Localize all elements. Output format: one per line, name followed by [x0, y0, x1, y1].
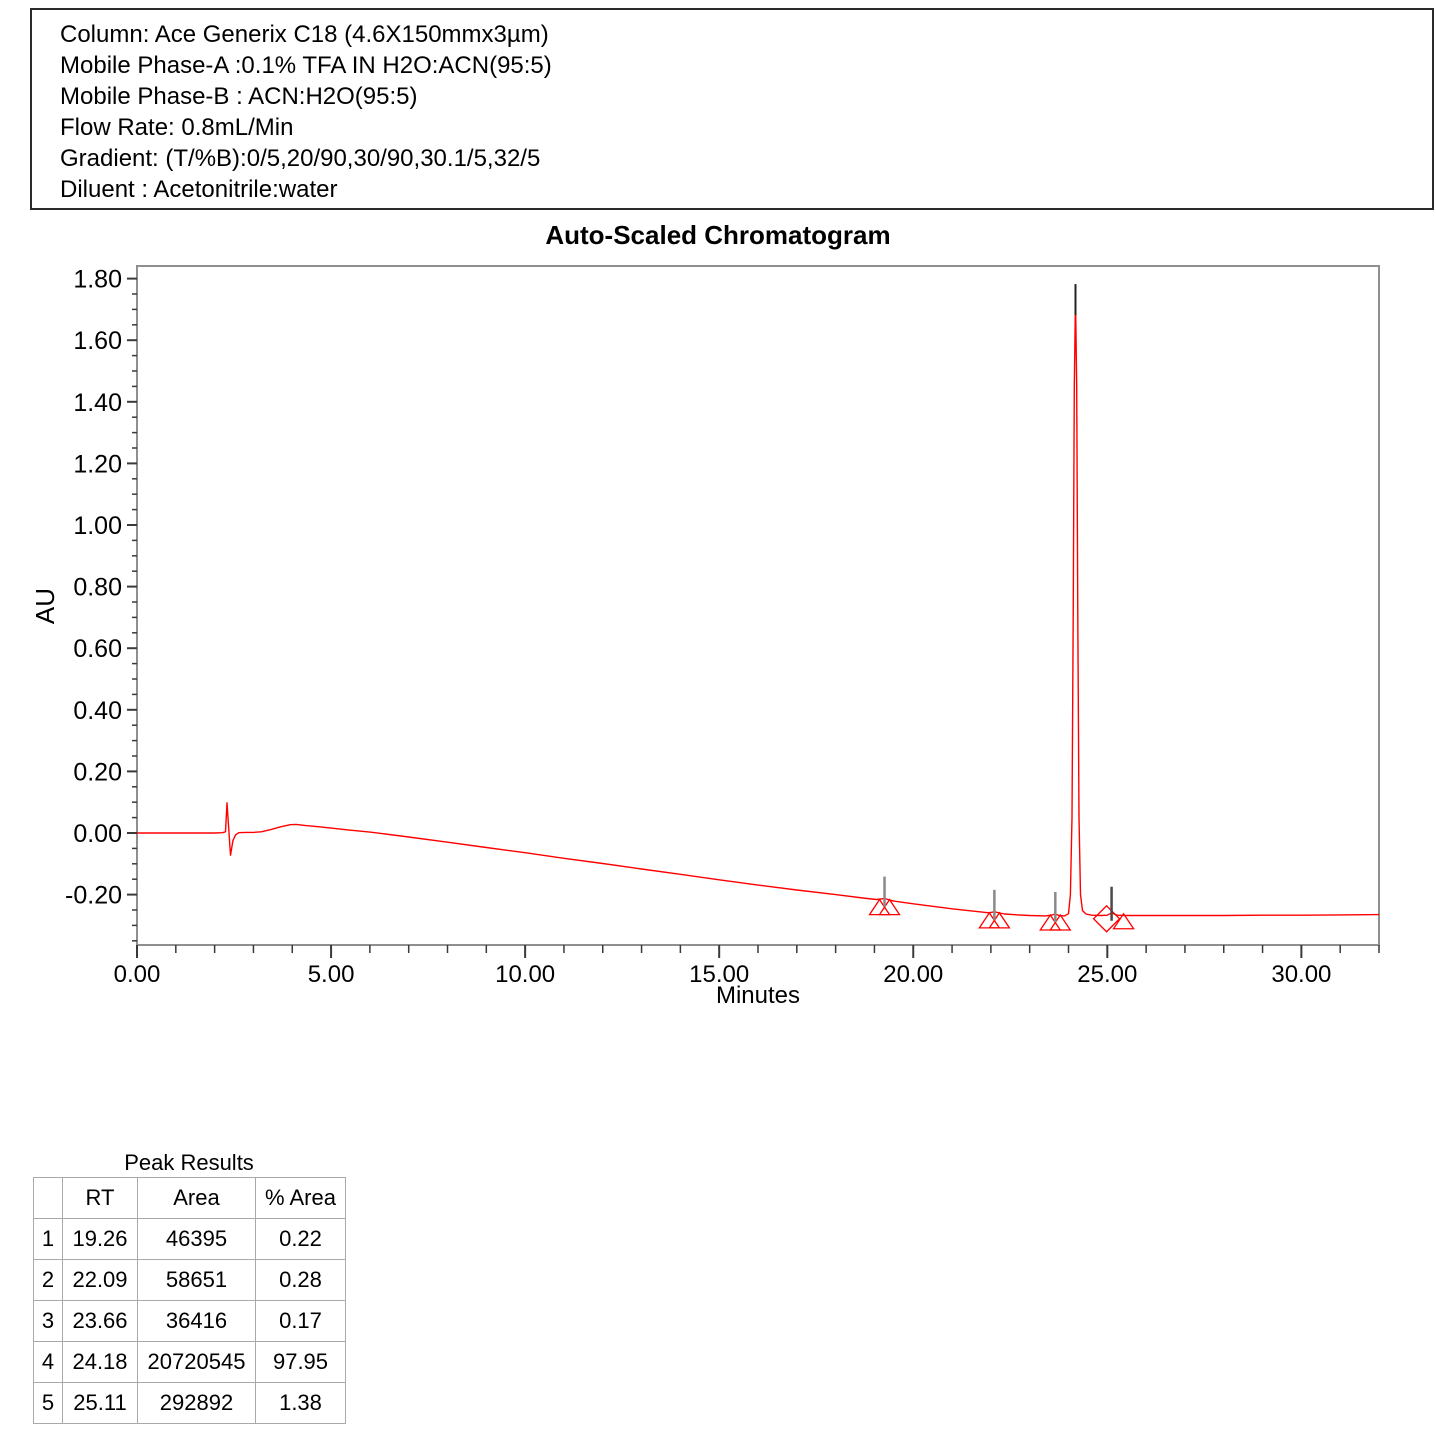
table-cell: 25.11	[63, 1383, 138, 1424]
column-header: Area	[138, 1178, 256, 1219]
table-cell: 46395	[138, 1219, 256, 1260]
y-tick-label: 0.40	[73, 696, 122, 725]
table-cell: 36416	[138, 1301, 256, 1342]
y-axis	[65, 266, 137, 941]
x-tick-label: 20.00	[883, 961, 944, 988]
table-cell: 22.09	[63, 1260, 138, 1301]
diamond-marker	[1094, 906, 1120, 932]
column-header: RT	[63, 1178, 138, 1219]
table-cell: 2	[34, 1260, 63, 1301]
y-axis-title: AU	[30, 587, 60, 625]
y-tick-label: 1.00	[73, 512, 122, 540]
y-tick-label: -0.20	[65, 881, 122, 910]
method-info-line-column: Column: Ace Generix C18 (4.6X150mmx3µm)	[60, 21, 549, 48]
method-info-line-mobile-a: Mobile Phase-A :0.1% TFA IN H2O:ACN(95:5)	[60, 52, 552, 79]
y-tick-label: 1.20	[73, 450, 122, 479]
y-tick-label: 1.60	[73, 327, 122, 356]
table-cell: 23.66	[63, 1301, 138, 1342]
x-tick-label: 30.00	[1271, 961, 1332, 988]
table-cell: 4	[34, 1342, 63, 1383]
table-row	[34, 1342, 346, 1383]
peak-marker-2	[979, 890, 1009, 928]
table-cell: 3	[34, 1301, 63, 1342]
x-axis-title: Minutes	[715, 982, 801, 1009]
x-tick-label: 25.00	[1077, 961, 1138, 988]
method-info-line-diluent: Diluent : Acetonitrile:water	[60, 176, 338, 203]
table-row	[34, 1260, 346, 1301]
table-cell: 24.18	[63, 1342, 138, 1383]
x-tick-label: 15.00	[689, 961, 750, 988]
method-info-line-mobile-b: Mobile Phase-B : ACN:H2O(95:5)	[60, 83, 418, 110]
peak-marker-5	[1094, 887, 1134, 932]
y-tick-label: 0.80	[73, 573, 122, 602]
table-cell: 0.28	[256, 1260, 346, 1301]
table-cell: 1	[34, 1219, 63, 1260]
table-cell: 0.17	[256, 1301, 346, 1342]
y-tick-label: 0.00	[73, 820, 122, 848]
peak-marker-3	[1040, 892, 1070, 930]
table-cell: 5	[34, 1383, 63, 1424]
peak-marker-1	[870, 877, 900, 915]
x-tick-label: 10.00	[495, 961, 556, 988]
table-cell: 292892	[138, 1383, 256, 1424]
plot-area	[137, 266, 1379, 945]
table-cell: 97.95	[256, 1342, 346, 1383]
y-tick-label: 0.60	[73, 635, 122, 664]
table-cell: 1.38	[256, 1383, 346, 1424]
x-tick-label: 0.00	[113, 961, 161, 988]
y-tick-label: 1.80	[73, 265, 122, 294]
peak-results-table	[33, 1177, 346, 1424]
table-cell: 20720545	[138, 1342, 256, 1383]
table-cell: 0.22	[256, 1219, 346, 1260]
table-header-row	[34, 1178, 346, 1219]
y-tick-label: 1.40	[73, 388, 122, 417]
method-info-line-flow-rate: Flow Rate: 0.8mL/Min	[60, 114, 294, 141]
chromatogram-trace	[137, 297, 1379, 916]
chart-title: Auto-Scaled Chromatogram	[545, 220, 891, 250]
method-info-line-gradient: Gradient: (T/%B):0/5,20/90,30/90,30.1/5,32/5	[60, 145, 541, 172]
table-row	[34, 1301, 346, 1342]
column-header	[34, 1178, 63, 1219]
x-tick-label: 5.00	[307, 961, 355, 988]
table-row	[34, 1383, 346, 1424]
table-row	[34, 1219, 346, 1260]
table-cell: 58651	[138, 1260, 256, 1301]
y-tick-label: 0.20	[73, 758, 122, 787]
peak-results-title: Peak Results	[124, 1150, 254, 1175]
column-header: % Area	[256, 1178, 346, 1219]
table-cell: 19.26	[63, 1219, 138, 1260]
